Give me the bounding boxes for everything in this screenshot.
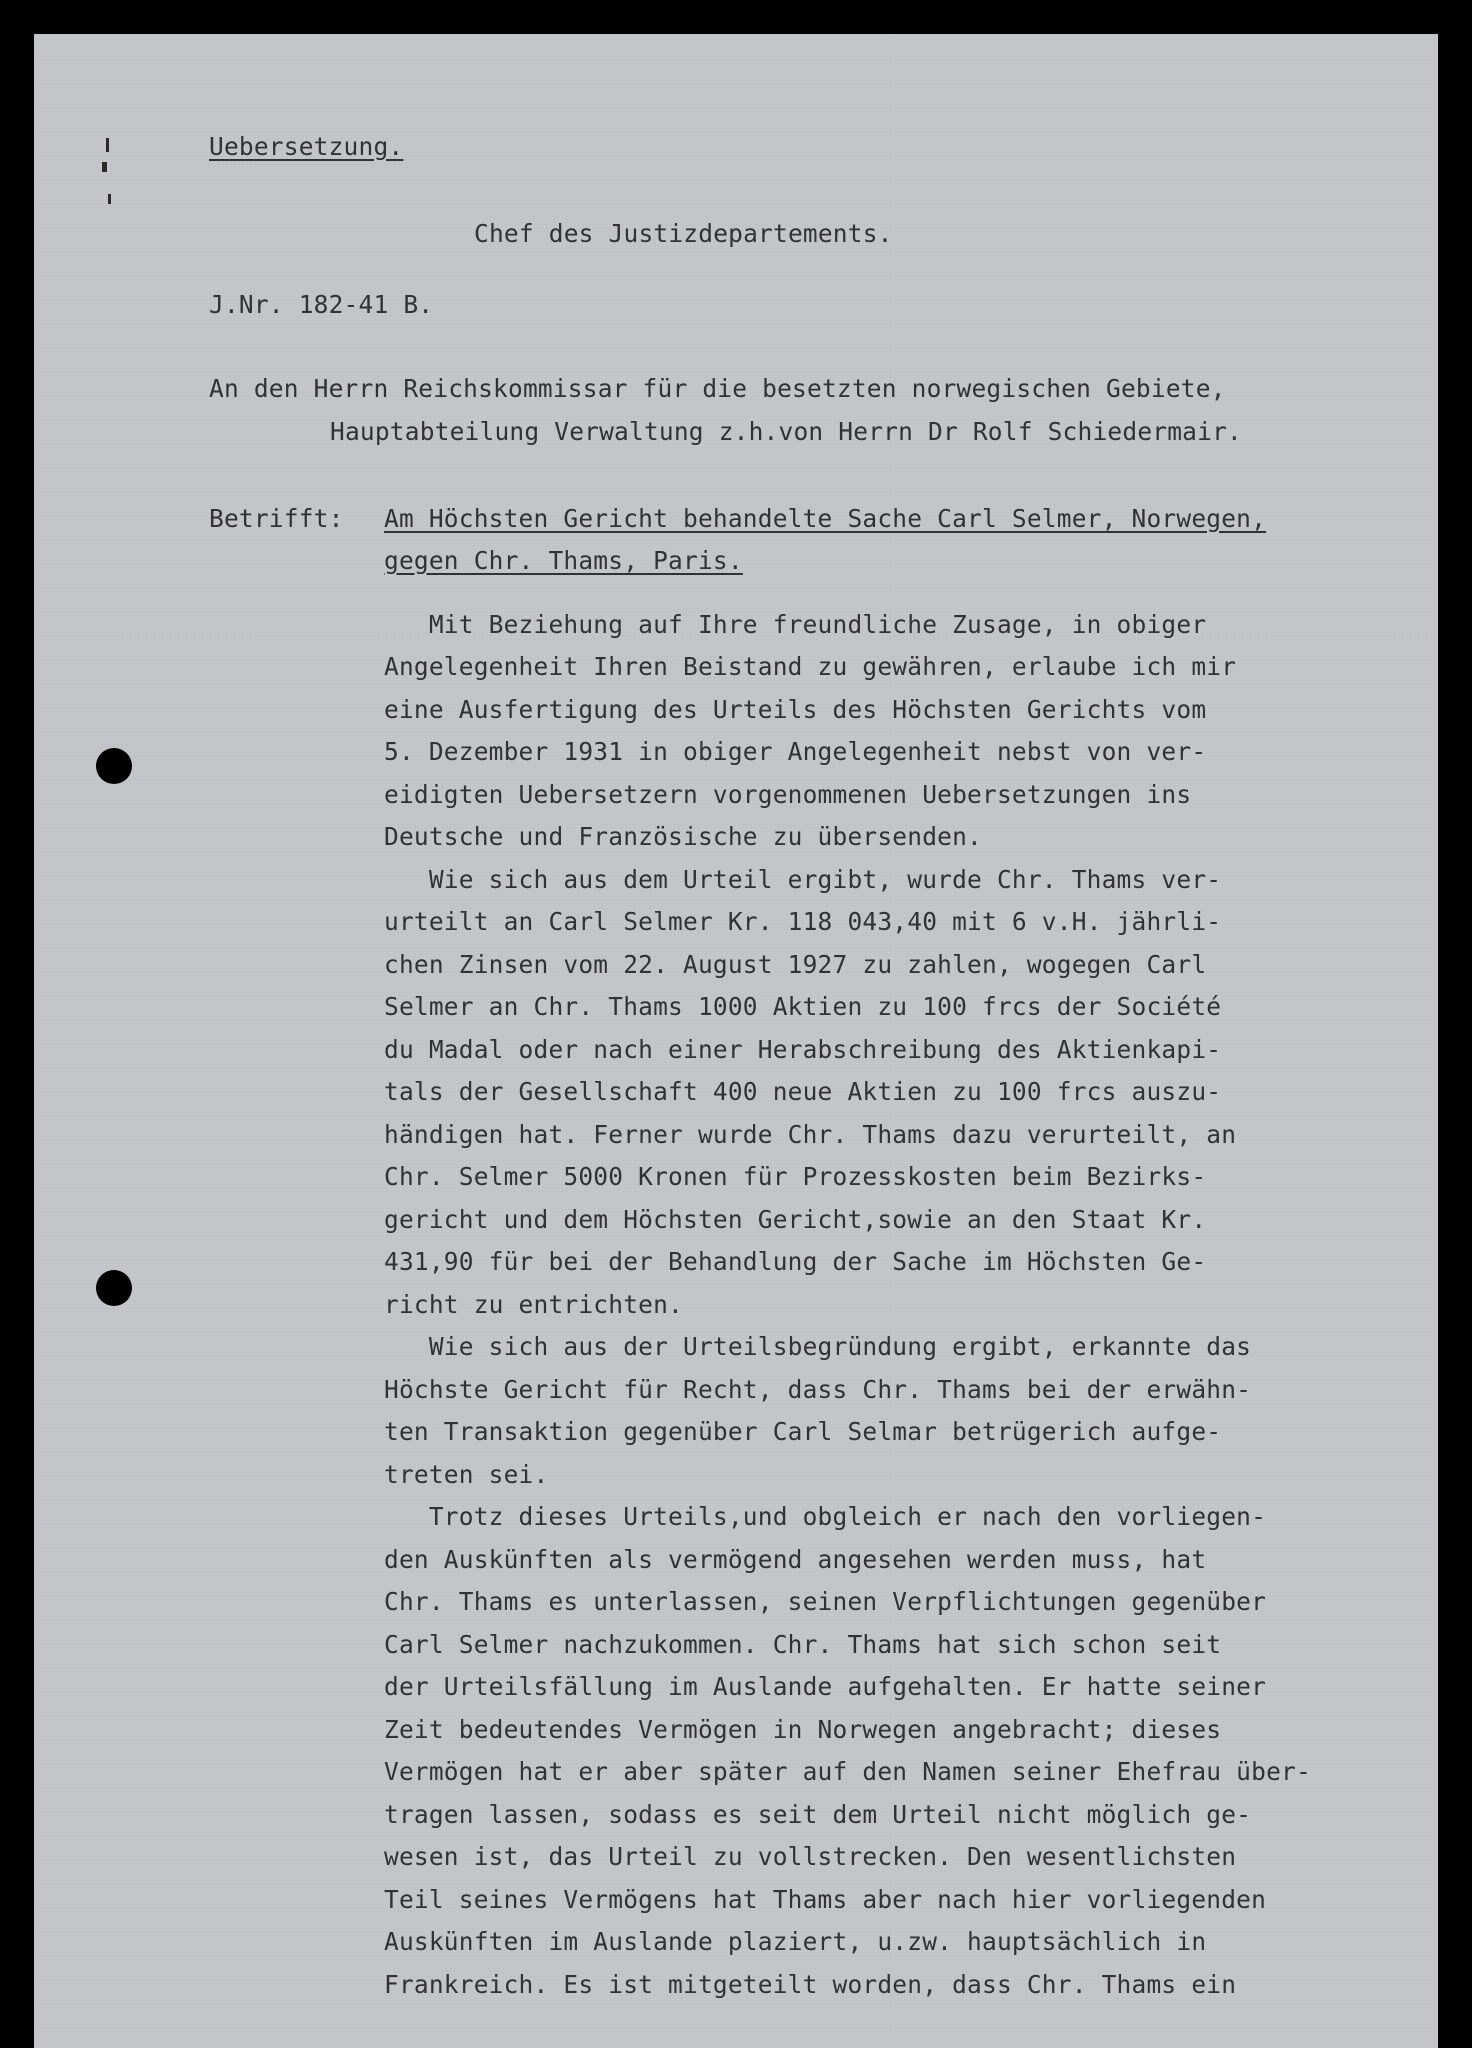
margin-tick-mark (102, 162, 107, 172)
body-line: Wie sich aus der Urteilsbegründung ergibt, erkannte das (384, 1332, 1252, 1361)
body-line: Chr. Selmer 5000 Kronen für Prozesskosten beim Bezirks- (384, 1162, 1207, 1191)
body-line: wesen ist, das Urteil zu vollstrecken. Den wesentlichsten (384, 1842, 1237, 1871)
body-line: Zeit bedeutendes Vermögen in Norwegen angebracht; dieses (384, 1715, 1222, 1744)
address-line: An den Herrn Reichskommissar für die besetzten norwegischen Gebiete, (209, 374, 1226, 403)
department-heading: Chef des Justizdepartements. (474, 219, 893, 248)
body-line: treten sei. (384, 1460, 549, 1489)
body-line: Chr. Thams es unterlassen, seinen Verpflichtungen gegenüber (384, 1587, 1267, 1616)
body-line: Mit Beziehung auf Ihre freundliche Zusage, in obiger (384, 610, 1207, 639)
subject-line: gegen Chr. Thams, Paris. (384, 546, 743, 575)
body-line: tragen lassen, sodass es seit dem Urteil nicht möglich ge- (384, 1800, 1252, 1829)
body-line: urteilt an Carl Selmer Kr. 118 043,40 mit 6 v.H. jährli- (384, 907, 1222, 936)
body-line: chen Zinsen vom 22. August 1927 zu zahlen, wogegen Carl (384, 950, 1207, 979)
body-line: Carl Selmer nachzukommen. Chr. Thams hat sich schon seit (384, 1630, 1222, 1659)
body-line: Trotz dieses Urteils,und obgleich er nach den vorliegen- (384, 1502, 1267, 1531)
address-line: Hauptabteilung Verwaltung z.h.von Herrn Dr Rolf Schiedermair. (330, 417, 1242, 446)
subject-line: Am Höchsten Gericht behandelte Sache Carl Selmer, Norwegen, (384, 504, 1267, 533)
body-line: Vermögen hat er aber später auf den Namen seiner Ehefrau über- (384, 1757, 1311, 1786)
body-line: richt zu entrichten. (384, 1290, 684, 1319)
punch-hole (96, 748, 132, 784)
body-line: den Auskünften als vermögend angesehen werden muss, hat (384, 1545, 1207, 1574)
body-line: 431,90 für bei der Behandlung der Sache im Höchsten Ge- (384, 1247, 1207, 1276)
body-line: Angelegenheit Ihren Beistand zu gewähren, erlaube ich mir (384, 652, 1237, 681)
body-line: Auskünften im Auslande plaziert, u.zw. hauptsächlich in (384, 1927, 1207, 1956)
body-line: tals der Gesellschaft 400 neue Aktien zu 100 frcs auszu- (384, 1077, 1222, 1106)
body-line: eine Ausfertigung des Urteils des Höchsten Gerichts vom (384, 695, 1207, 724)
body-line: Höchste Gericht für Recht, dass Chr. Thams bei der erwähn- (384, 1375, 1252, 1404)
reference-number: J.Nr. 182-41 B. (209, 290, 434, 319)
document-title: Uebersetzung. (209, 132, 404, 161)
subject-label: Betrifft: (209, 504, 344, 533)
body-line: gericht und dem Höchsten Gericht,sowie an den Staat Kr. (384, 1205, 1207, 1234)
body-line: der Urteilsfällung im Auslande aufgehalten. Er hatte seiner (384, 1672, 1267, 1701)
body-line: Teil seines Vermögens hat Thams aber nach hier vorliegenden (384, 1885, 1267, 1914)
body-line: Selmer an Chr. Thams 1000 Aktien zu 100 frcs der Société (384, 992, 1222, 1021)
margin-tick-mark (108, 194, 111, 204)
punch-hole (96, 1270, 132, 1306)
document-page (34, 34, 1438, 2048)
body-line: du Madal oder nach einer Herabschreibung des Aktienkapi- (384, 1035, 1222, 1064)
body-line: händigen hat. Ferner wurde Chr. Thams dazu verurteilt, an (384, 1120, 1237, 1149)
body-line: Frankreich. Es ist mitgeteilt worden, dass Chr. Thams ein (384, 1970, 1237, 1999)
body-line: 5. Dezember 1931 in obiger Angelegenheit nebst von ver- (384, 737, 1207, 766)
body-line: Wie sich aus dem Urteil ergibt, wurde Chr. Thams ver- (384, 865, 1222, 894)
body-line: ten Transaktion gegenüber Carl Selmar betrügerich aufge- (384, 1417, 1222, 1446)
body-line: Deutsche und Französische zu übersenden. (384, 822, 983, 851)
body-line: eidigten Uebersetzern vorgenommenen Uebersetzungen ins (384, 780, 1192, 809)
margin-tick-mark (106, 138, 109, 152)
